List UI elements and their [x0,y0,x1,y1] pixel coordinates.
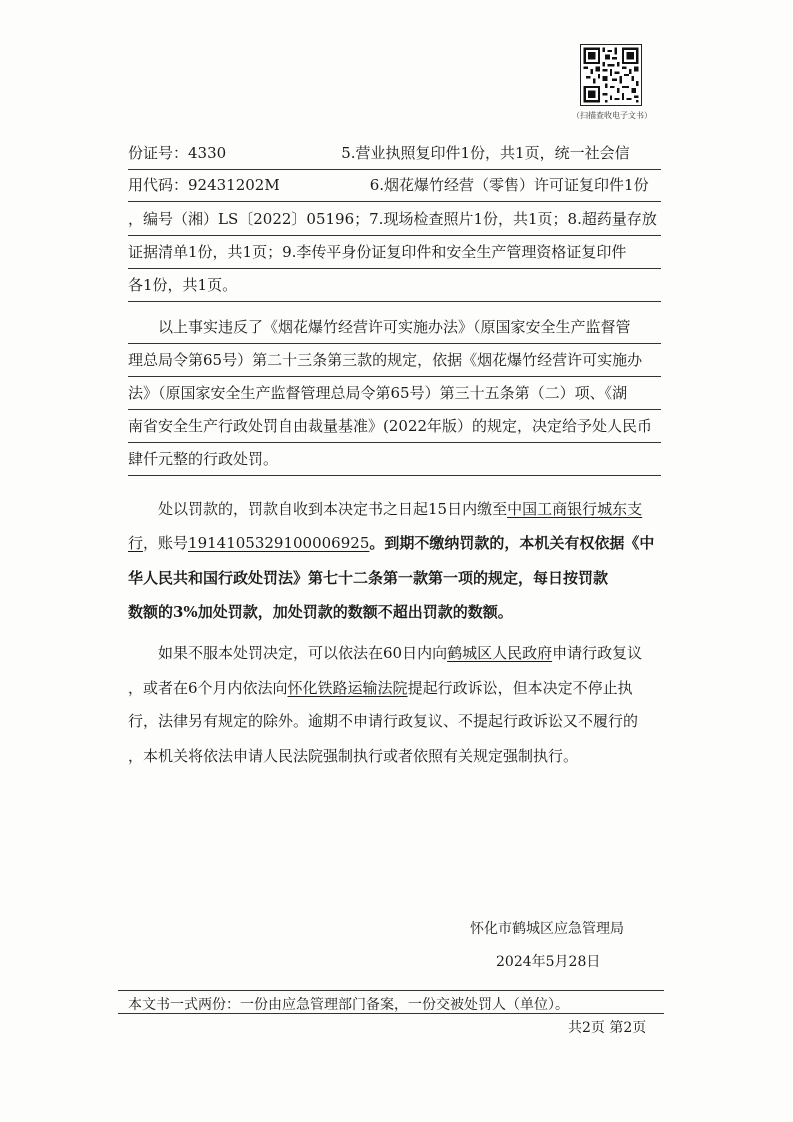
evidence-line-1 [128,138,661,170]
evidence-line-4: 证据清单1份，共1页；9.李传平身份证复印件和安全生产管理资格证复印件 [128,237,661,269]
account-number: 1914105329100006925 [188,534,370,552]
fine-line-4 [128,597,661,629]
evidence-text: 份证号：4330 [128,144,227,162]
fine-line-1 [128,494,661,526]
remedy-text: ，或者在6个月内依法向 [128,679,288,697]
fine-bold-text: 。到期不缴纳罚款的，本机关有权依据《中 [369,534,655,552]
bank-name-end: 行 [128,534,144,552]
remedy-line-4: ，本机关将依法申请人民法院强制执行或者依照有关规定强制执行。 [128,747,579,765]
qr-caption: （扫描查收电子文书） [572,111,652,120]
page-number: 共2页 第2页 [568,1020,647,1036]
fine-line-3 [128,563,661,595]
footer-note: 本文书一式两份：一份由应急管理部门备案，一份交被处罚人（单位）。 [128,997,569,1013]
issue-date: 2024年5月28日 [496,954,601,970]
footer-divider-top [118,990,664,991]
qr-code-image [580,44,642,106]
remedy-line-1 [128,638,661,670]
fine-bold-text: 数额的3%加处罚款，加处罚款的数额不超出罚款的数额。 [128,603,513,621]
evidence-line-5: 各1份，共1页。 [128,270,661,302]
remedy-text: 申请行政复议 [552,644,643,662]
evidence-text: 用代码：92431202M [128,176,280,194]
remedy-line-2 [128,673,661,705]
violation-line-2: 理总局令第65号）第二十三条第三款的规定，依据《烟花爆竹经营许可实施办 [128,345,661,377]
remedy-line-3: 行，法律另有规定的除外。逾期不申请行政复议、不提起行政诉讼又不履行的 [128,712,639,730]
fine-text: 处以罚款的，罚款自收到本决定书之日起15日内缴至 [158,500,508,518]
evidence-text: 6.烟花爆竹经营（零售）许可证复印件1份 [369,176,649,194]
remedy-text: 提起行政诉讼，但本决定不停止执 [407,679,633,697]
fine-bold-text: 华人民共和国行政处罚法》第七十二条第一款第一项的规定，每日按罚款 [128,569,609,587]
footer-divider-bottom [118,1013,664,1014]
violation-line-1: 以上事实违反了《烟花爆竹经营许可实施办法》（原国家安全生产监督管 [128,312,661,344]
issuing-authority: 怀化市鹤城区应急管理局 [470,921,624,937]
remedy-text: 如果不服本处罚决定，可以依法在60日内向 [158,644,448,662]
fine-line-2 [128,528,661,560]
evidence-text: 5.营业执照复印件1份，共1页，统一社会信 [341,144,630,162]
evidence-line-2 [128,170,661,202]
review-authority: 鹤城区人民政府 [447,644,553,662]
court-name: 怀化铁路运输法院 [287,679,408,697]
bank-name: 中国工商银行城东支 [507,500,643,518]
evidence-line-3: ，编号（湘）LS〔2022〕05196；7.现场检查照片1份，共1页；8.超药量存放 [128,204,661,236]
violation-line-5: 肆仟元整的行政处罚。 [128,444,661,476]
fine-text: ，账号 [143,534,189,552]
violation-line-3: 法》（原国家安全生产监督管理总局令第65号）第三十五条第（二）项、《湖 [128,378,661,410]
violation-line-4: 南省安全生产行政处罚自由裁量基准》(2022年版）的规定，决定给予处人民币 [128,411,661,443]
